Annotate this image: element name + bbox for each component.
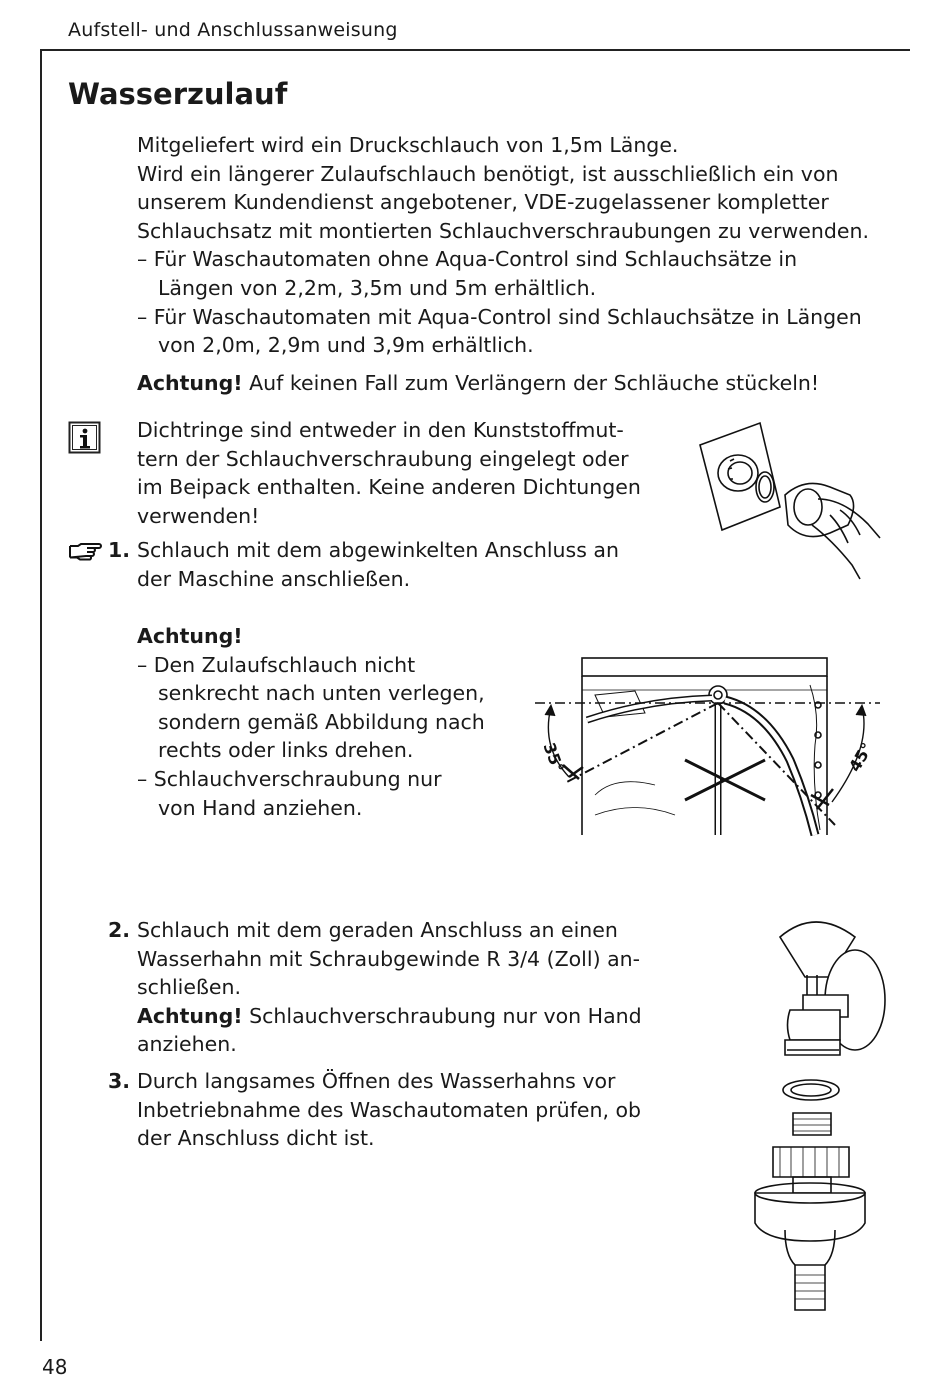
step-line: Inbetriebnahme des Waschautomaten prüfen, ob bbox=[137, 1097, 642, 1122]
step-3-number: 3. bbox=[108, 1069, 131, 1093]
step-line: Schlauch mit dem abgewinkelten Anschluss an bbox=[137, 538, 619, 562]
hose-connector-illustration bbox=[690, 415, 890, 585]
intro-line: unserem Kundendienst angebotener, VDE-zugelassener kompletter bbox=[137, 190, 829, 215]
step-1-caution bbox=[137, 622, 485, 822]
step-line: Wasserhahn mit Schraubgewinde R 3/4 (Zoll) an- bbox=[137, 946, 641, 971]
info-icon bbox=[68, 421, 102, 455]
caution-label: Achtung! bbox=[137, 1003, 243, 1028]
caution-line: rechts oder links drehen. bbox=[158, 738, 414, 763]
step-line: Schlauch mit dem geraden Anschluss an einen bbox=[137, 918, 618, 942]
intro-line: Mitgeliefert wird ein Druckschlauch von 1,5m Länge. bbox=[137, 133, 679, 157]
step-line: schließen. bbox=[137, 975, 241, 1000]
intro-line: Schlauchsatz mit montierten Schlauchverschraubungen zu verwenden. bbox=[137, 218, 869, 243]
hose-angle-illustration bbox=[535, 655, 880, 840]
water-tap-illustration bbox=[745, 915, 895, 1330]
warning-label: Achtung! bbox=[137, 371, 243, 395]
caution-text: Schlauchverschraubung nur von Hand bbox=[242, 1003, 642, 1028]
step-line: der Maschine anschließen. bbox=[137, 566, 411, 591]
caution-line: – Den Zulaufschlauch nicht bbox=[137, 652, 416, 677]
step-1-text bbox=[137, 536, 619, 593]
pointing-hand-icon bbox=[68, 541, 104, 561]
step-2-text bbox=[137, 916, 642, 1059]
bullet-line: Längen von 2,2m, 3,5m und 5m erhältlich. bbox=[158, 275, 597, 300]
info-line: tern der Schlauchverschraubung eingelegt oder bbox=[137, 446, 629, 471]
margin-rule bbox=[40, 49, 42, 1341]
info-note bbox=[137, 416, 641, 530]
step-line: Durch langsames Öffnen des Wasserhahns vor bbox=[137, 1069, 616, 1093]
angle-label-right: 45° bbox=[845, 739, 877, 775]
intro-line: Wird ein längerer Zulaufschlauch benötigt, ist ausschließlich ein von bbox=[137, 161, 839, 186]
intro-warning bbox=[137, 369, 819, 398]
intro-paragraph bbox=[137, 131, 869, 360]
caution-line: von Hand anziehen. bbox=[158, 795, 363, 820]
step-2-number: 2. bbox=[108, 918, 131, 942]
info-line: Dichtringe sind entweder in den Kunststoffmut- bbox=[137, 418, 624, 442]
caution-label: Achtung! bbox=[137, 624, 243, 648]
header-rule bbox=[40, 49, 910, 51]
warning-text: Auf keinen Fall zum Verlängern der Schläuche stückeln! bbox=[242, 371, 820, 395]
bullet-line: – Für Waschautomaten mit Aqua-Control sind Schlauchsätze in Längen bbox=[137, 304, 862, 329]
page-number: 48 bbox=[42, 1355, 68, 1379]
step-3-text bbox=[137, 1067, 641, 1153]
caution-line: – Schlauchverschraubung nur bbox=[137, 766, 442, 791]
caution-line: senkrecht nach unten verlegen, bbox=[158, 681, 485, 706]
bullet-line: von 2,0m, 2,9m und 3,9m erhältlich. bbox=[158, 333, 534, 358]
info-line: im Beipack enthalten. Keine anderen Dichtungen bbox=[137, 475, 641, 500]
angle-label-left: 35° bbox=[539, 740, 568, 776]
caution-line: anziehen. bbox=[137, 1032, 237, 1057]
step-line: der Anschluss dicht ist. bbox=[137, 1126, 375, 1151]
step-1-number: 1. bbox=[108, 538, 131, 562]
info-line: verwenden! bbox=[137, 503, 260, 528]
caution-line: sondern gemäß Abbildung nach bbox=[158, 709, 485, 734]
running-header: Aufstell- und Anschlussanweisung bbox=[68, 19, 398, 41]
section-title: Wasserzulauf bbox=[68, 77, 288, 111]
bullet-line: – Für Waschautomaten ohne Aqua-Control sind Schlauchsätze in bbox=[137, 247, 798, 272]
